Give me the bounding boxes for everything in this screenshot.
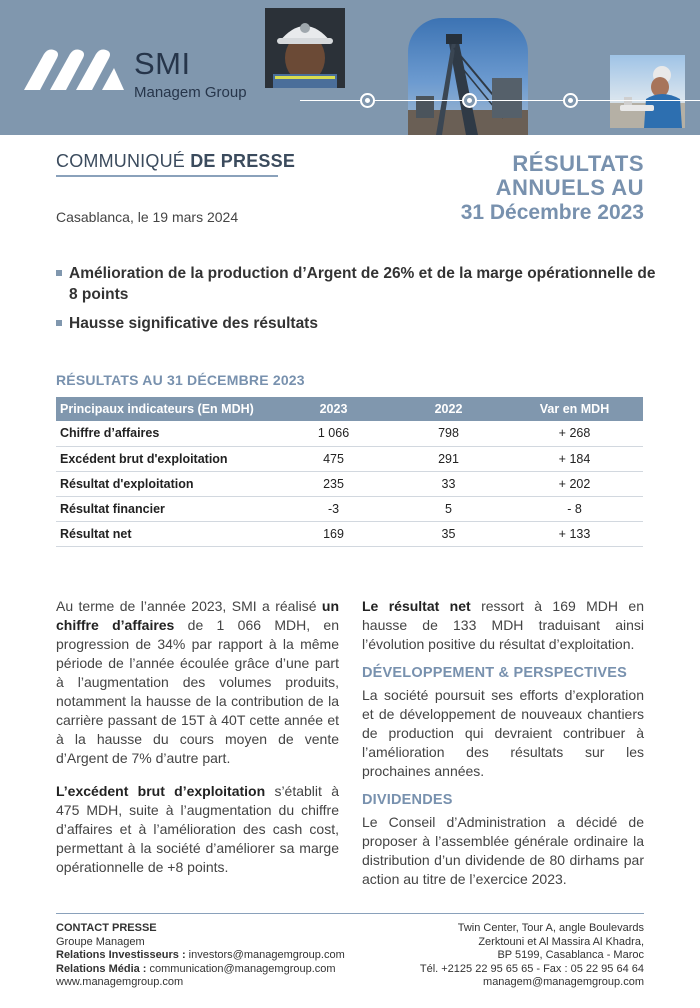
results-title-line1: RÉSULTATS [512,151,644,176]
row-label: Résultat net [56,521,276,546]
column-header: 2023 [276,397,391,421]
investors-email-link[interactable]: investors@managemgroup.com [185,949,345,961]
square-bullet-icon [56,320,62,326]
cell-variation: + 268 [506,421,643,446]
table-row [56,446,643,471]
worker-photo [265,8,345,88]
row-label: Chiffre d’affaires [56,421,276,446]
address-line: Zerktouni et Al Massira Al Khadra, [478,935,644,948]
communique-prefix: COMMUNIQUÉ [56,151,185,171]
smi-logo-icon [22,46,126,92]
communique-bold: DE PRESSE [190,151,296,171]
investors-label: Relations Investisseurs : [56,949,186,961]
cell-2022: 798 [391,421,506,446]
cell-variation: - 8 [506,496,643,521]
section-heading-dividends: DIVIDENDES [362,792,453,808]
kpi-table [56,397,643,547]
cell-2022: 33 [391,471,506,496]
text-run: Au terme de l’année 2023, SMI a réalisé [56,598,322,614]
highlight-text: Hausse significative des résultats [69,315,318,332]
date-line: Casablanca, le 19 mars 2024 [56,209,239,225]
text-run: ressort à 169 MDH en hausse de 133 MDH traduisant ainsi l’évolution positive du résultat d’exploitation. [362,598,644,652]
cell-variation: + 202 [506,471,643,496]
website-link[interactable]: www.managemgroup.com [56,976,184,988]
square-bullet-icon [56,270,62,276]
table-row [56,521,643,546]
cell-2023: -3 [276,496,391,521]
cell-2023: 1 066 [276,421,391,446]
mine-headframe-photo [408,18,528,135]
cell-2022: 291 [391,446,506,471]
emphasis-net-result: Le résultat net [362,598,471,614]
results-title [461,152,644,226]
media-label: Relations Média : [56,962,147,975]
contact-title: CONTACT PRESSE [56,922,157,934]
table-heading: RÉSULTATS AU 31 DÉCEMBRE 2023 [56,372,305,388]
cell-2023: 475 [276,446,391,471]
header-dot [362,95,373,106]
paragraph-ebitda [56,782,339,877]
lab-worker-photo [610,55,685,128]
communique-underline [56,175,278,177]
company-email-link[interactable]: managem@managemgroup.com [483,976,644,988]
address-line: Twin Center, Tour A, angle Boulevards [457,922,644,934]
cell-2023: 235 [276,471,391,496]
media-email-link[interactable]: communication@managemgroup.com [146,962,336,975]
cell-2022: 5 [391,496,506,521]
table-row [56,496,643,521]
highlight-item [56,313,656,334]
column-header: 2022 [391,397,506,421]
address-line: BP 5199, Casablanca - Maroc [497,949,644,961]
text-run: s’établit à 475 MDH, suite à l’augmentation du chiffre d’affaires et à l’amélioration des cash cost, permettant à la société d’améliorer sa marge opérationnelle de +8 points. [56,783,339,875]
cell-2022: 35 [391,521,506,546]
row-label: Excédent brut d'exploitation [56,446,276,471]
header-dot [464,95,475,106]
phone-fax-line: Tél. +2125 22 95 65 65 - Fax : 05 22 95 64 64 [419,962,644,975]
paragraph-dividends: Le Conseil d’Administration a décidé de proposer à l’assemblée générale ordinaire la distribution d’un dividende de 80 dirhams par action au titre de l’exercice 2023. [362,814,644,887]
table-row [56,471,643,496]
cell-variation: + 133 [506,521,643,546]
brand-name: SMI [134,46,191,81]
header-divider-line [300,100,700,101]
column-header: Principaux indicateurs (En MDH) [56,397,276,421]
table-header-row [56,397,643,421]
text-run: de 1 066 MDH, en progression de 34% par rapport à la même période de l’année écoulée grâce d’une part à l’augmentation des volumes produits, notamment la hausse de la contribution de la carrière passant de 15T à 40T cette année et à la hausse du cours moyen de vente d’Argent de 7% d’autre part. [56,617,339,766]
highlight-item [56,263,656,305]
results-title-line3: 31 Décembre 2023 [460,201,644,224]
table-row [56,421,643,446]
contact-group: Groupe Managem [56,935,145,948]
results-title-line2: ANNUELS AU [495,175,644,200]
section-heading-development: DÉVELOPPEMENT & PERSPECTIVES [362,665,628,681]
emphasis-ebitda: L’excédent brut d’exploitation [56,783,266,799]
paragraph-revenue [56,597,339,768]
communique-label [56,151,295,172]
body-column-left [56,597,339,891]
row-label: Résultat d'exploitation [56,471,276,496]
paragraph-development: La société poursuit ses efforts d’exploration et de développement de nouveaux chantiers de production qui devraient contribuer à l’amélioration des résultats sur les prochaines années. [362,687,644,779]
paragraph-net-result [362,597,644,654]
footer-divider [56,913,644,914]
brand-wordmark [134,48,247,102]
media-contact [56,963,345,977]
row-label: Résultat financier [56,496,276,521]
company-address [420,922,644,990]
header-dot [565,95,576,106]
emphasis-revenue: un chiffre d’affaires [56,598,339,633]
cell-variation: + 184 [506,446,643,471]
investors-contact [56,949,345,963]
highlights-list [56,263,656,342]
body-column-right [362,597,644,903]
press-contact [56,922,345,990]
cell-2023: 169 [276,521,391,546]
brand-group: Managem Group [134,84,247,101]
header-band [0,0,700,135]
column-header: Var en MDH [506,397,643,421]
highlight-text: Amélioration de la production d’Argent de 26% et de la marge opérationnelle de 8 points [69,265,656,303]
